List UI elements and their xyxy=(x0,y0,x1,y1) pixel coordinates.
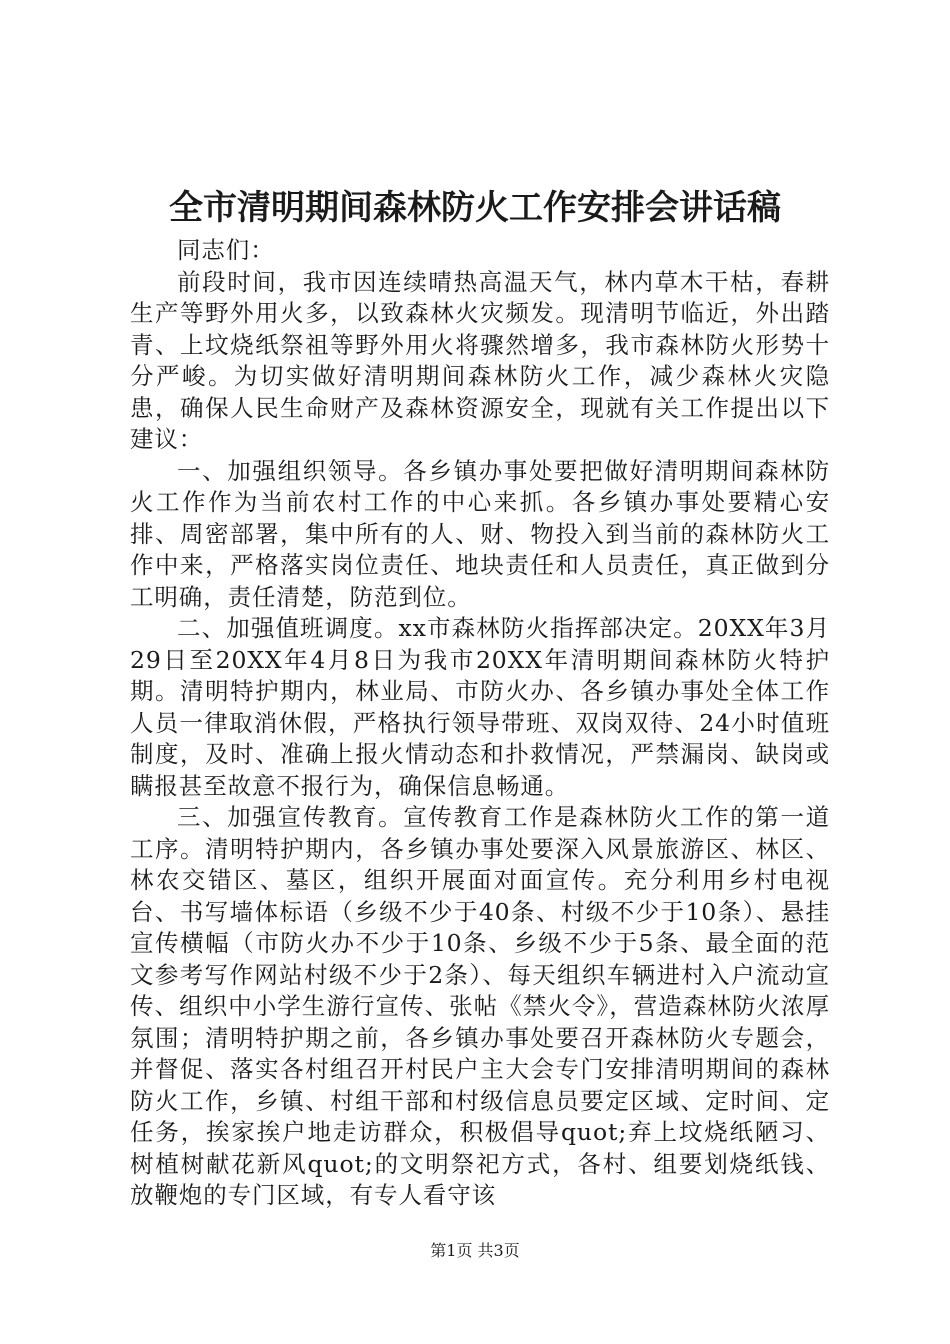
paragraph-duty-scheduling: 二、加强值班调度。xx市森林防火指挥部决定。20XX年3月29日至20XX年4月8日为我市20XX年清明期间森林防火特护期。清明特护期内，林业局、市防火办、各乡镇办事处全体工作人员一律取消休假，严格执行领导带班、双岗双待、24小时值班制度，及时、准确上报火情动态和扑救情况，严禁漏岗、缺岗或瞒报甚至故意不报行为，确保信息畅通。 xyxy=(130,614,830,800)
paragraph-organization: 一、加强组织领导。各乡镇办事处要把做好清明期间森林防火工作作为当前农村工作的中心来抓。各乡镇办事处要精心安排、周密部署，集中所有的人、财、物投入到当前的森林防火工作中来，严格落实岗位责任、地块责任和人员责任，真正做到分工明确，责任清楚，防范到位。 xyxy=(130,456,830,611)
document-title: 全市清明期间森林防火工作安排会讲话稿 xyxy=(169,188,781,228)
salutation: 同志们： xyxy=(177,236,275,264)
page-footer: 第1页 共3页 xyxy=(430,1241,520,1260)
paragraph-publicity: 三、加强宣传教育。宣传教育工作是森林防火工作的第一道工序。清明特护期内，各乡镇办事处要深入风景旅游区、林区、林农交错区、墓区，组织开展面对面宣传。充分利用乡村电视台、书写墙体标语（乡级不少于40条、村级不少于10条）、悬挂宣传横幅（市防火办不少于10条、乡级不少于5条、最全面的范文参考写作网站村级不少于2条）、每天组织车辆进村入户流动宣传、组织中小学生游行宣传、张帖《禁火令》，营造森林防火浓厚氛围；清明特护期之前，各乡镇办事处要召开森林防火专题会，并督促、落实各村组召开村民户主大会专门安排清明期间的森林防火工作，乡镇、村组干部和村级信息员要定区域、定时间、定任务，挨家挨户地走访群众，积极倡导quot;弃上坟烧纸陋习、树植树献花新风quot;的文明祭祀方式，各村、组要划烧纸钱、放鞭炮的专门区域，有专人看守该 xyxy=(130,803,830,1209)
document-body xyxy=(130,235,830,1212)
paragraph-intro: 前段时间，我市因连续晴热高温天气，林内草木干枯，春耕生产等野外用火多，以致森林火灾频发。现清明节临近，外出踏青、上坟烧纸祭祖等野外用火将骤然增多，我市森林防火形势十分严峻。为切实做好清明期间森林防火工作，减少森林火灾隐患，确保人民生命财产及森林资源安全，现就有关工作提出以下建议： xyxy=(130,267,830,453)
